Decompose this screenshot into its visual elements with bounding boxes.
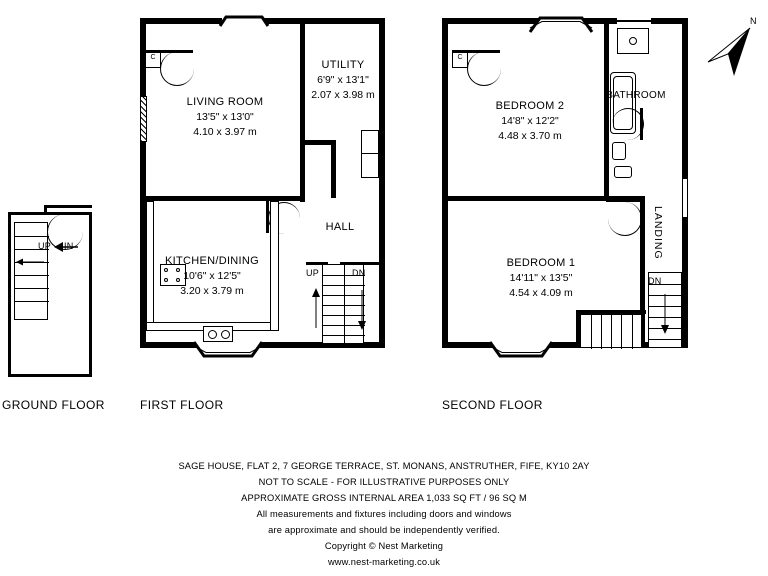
ground-stairs (14, 222, 48, 320)
living-room-window-left (140, 96, 147, 142)
second-wall-left (442, 18, 448, 348)
living-hall-door-jamb (266, 199, 269, 233)
second-cupboard-label: C (457, 54, 463, 61)
kitchen-dims-metric: 3.20 x 3.79 m (180, 285, 244, 297)
first-cupboard-label: C (150, 54, 156, 61)
footer-line-area: APPROXIMATE GROSS INTERNAL AREA 1,033 SQ FT / 96 SQ M (241, 493, 527, 503)
footer-block (0, 458, 768, 570)
second-stair-edge (576, 310, 646, 314)
utility-window-divider (361, 153, 379, 154)
compass-rose (706, 14, 762, 95)
landing-window-right (682, 178, 688, 218)
first-up-arrow-icon (310, 288, 322, 330)
living-room-dims-imperial: 13'5" x 13'0" (196, 111, 254, 123)
second-stairs-lower (580, 314, 642, 348)
ground-entry-head (44, 205, 92, 208)
footer-line-copyright: Copyright © Nest Marketing (324, 541, 444, 551)
ground-floor-title: GROUND FLOOR (2, 398, 105, 412)
in-label: IN (64, 241, 74, 251)
bedroom2-dims-metric: 4.48 x 3.70 m (498, 130, 562, 142)
ground-up-label: UP (38, 241, 51, 251)
shower-drain-icon (629, 37, 637, 45)
first-up-label: UP (306, 268, 319, 278)
bedroom1-bay-window (488, 338, 556, 360)
bedroom2-dims-imperial: 14'8" x 12'2" (501, 115, 559, 127)
second-cupboard-c (452, 52, 468, 68)
first-mid-wall (140, 196, 305, 201)
first-hall-wall-v2 (331, 140, 336, 198)
utility-dims-imperial: 6'9" x 13'1" (317, 74, 369, 86)
living-room-window-top (218, 14, 270, 30)
footer-line-measurements-1: All measurements and fixtures including doors and windows (256, 509, 512, 519)
first-cupboard-door-arc (160, 52, 194, 86)
ground-wall-left (8, 212, 11, 377)
second-cupboard-door-arc (467, 52, 501, 86)
second-stair-edge-v (576, 310, 580, 348)
ground-wall-top (8, 212, 92, 215)
bathroom-window-line (617, 20, 651, 22)
footer-line-disclaimer: NOT TO SCALE - FOR ILLUSTRATIVE PURPOSES ONLY (258, 477, 510, 487)
bedroom2-bay-window (528, 14, 596, 36)
bedroom1-door-arc (608, 202, 642, 236)
bedroom1-dims-metric: 4.54 x 4.09 m (509, 287, 573, 299)
bathroom-wall-left (604, 18, 609, 201)
utility-name: UTILITY (321, 59, 365, 71)
bedroom1-name: BEDROOM 1 (506, 257, 576, 269)
first-cupboard-c (145, 52, 161, 68)
kitchen-name: KITCHEN/DINING (164, 255, 260, 267)
second-floor-title: SECOND FLOOR (442, 398, 543, 412)
footer-line-measurements-2: are approximate and should be independently verified. (268, 525, 500, 535)
second-dn-arrow-icon (659, 292, 671, 334)
first-stair-head-right (340, 262, 384, 265)
sink-bowl2-icon (221, 330, 230, 339)
first-hall-wall-v (300, 140, 305, 202)
utility-window-right (361, 130, 379, 178)
living-room-dims-metric: 4.10 x 3.97 m (193, 126, 257, 138)
first-dn-arrow-icon (356, 288, 368, 330)
second-dn-label: DN (648, 276, 662, 286)
utility-dims-metric: 2.07 x 3.98 m (311, 89, 375, 101)
compass-north-label: N (750, 16, 757, 26)
footer-line-address: SAGE HOUSE, FLAT 2, 7 GEORGE TERRACE, ST. MONANS, ANSTRUTHER, FIFE, KY10 2AY (178, 461, 590, 471)
landing-name: LANDING (652, 206, 664, 260)
first-dn-label: DN (352, 268, 366, 278)
wc-fixture (612, 142, 626, 160)
footer-line-website: www.nest-marketing.co.uk (327, 557, 441, 567)
sink-bowl-icon (208, 330, 217, 339)
first-stair-head-left (306, 262, 328, 265)
ground-wall-bottom (8, 374, 92, 377)
kitchen-dims-imperial: 10'6" x 12'5" (183, 270, 241, 282)
first-floor-title: FIRST FLOOR (140, 398, 224, 412)
bedroom1-dims-imperial: 14'11" x 13'5" (509, 272, 573, 284)
living-room-name: LIVING ROOM (186, 96, 264, 108)
basin-fixture (614, 166, 632, 178)
bedroom1-door-head (606, 199, 642, 202)
bedroom2-name: BEDROOM 2 (495, 100, 565, 112)
bathroom-name: BATHROOM (606, 90, 666, 101)
hall-name: HALL (325, 221, 355, 233)
bathroom-door-arc (612, 108, 644, 140)
ground-up-arrow-icon (16, 254, 46, 270)
ground-wall-right (89, 212, 92, 377)
